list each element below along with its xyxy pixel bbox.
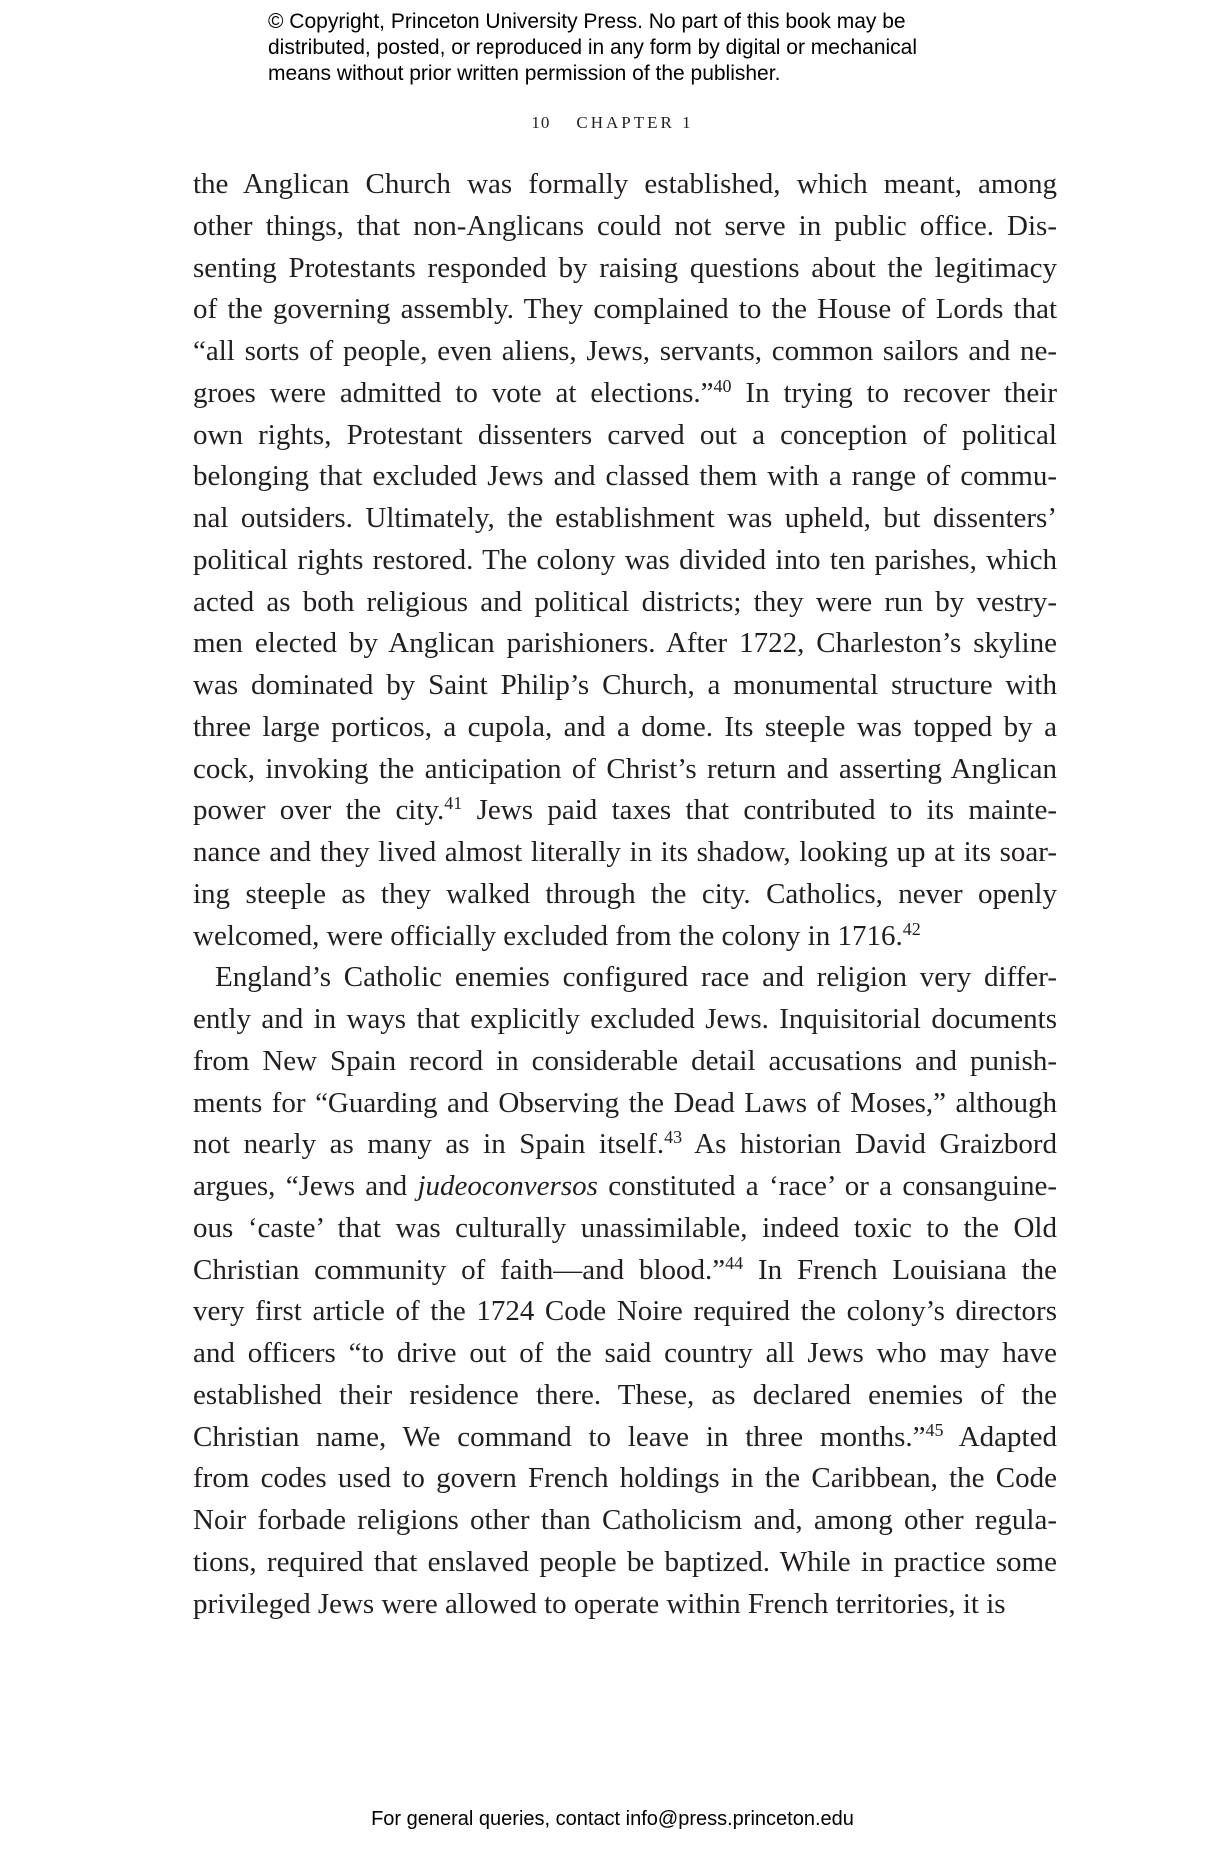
text-segment: Christian community of faith—and blood.” — [193, 1253, 726, 1286]
footnote-reference[interactable]: 40 — [713, 375, 732, 396]
copyright-notice — [268, 9, 988, 87]
text-line: political rights restored. The colony was divided into ten parishes, which — [193, 543, 1057, 576]
footnote-reference[interactable]: 45 — [925, 1419, 944, 1440]
text-segment: argues, “Jews and — [193, 1170, 418, 1202]
text-segment: In French Louisiana the — [743, 1253, 1057, 1286]
text-line — [193, 790, 1057, 832]
text-line: nal outsiders. Ultimately, the establishment was upheld, but dissenters’ — [193, 502, 1057, 534]
text-segment: In trying to recover their — [731, 376, 1057, 409]
text-segment: Christian name, We command to leave in three months.” — [193, 1420, 926, 1453]
text-line: from codes used to govern French holdings in the Caribbean, the Code — [193, 1462, 1057, 1495]
paragraph — [193, 164, 1057, 957]
running-head — [0, 113, 1225, 133]
footnote-reference[interactable]: 41 — [444, 793, 463, 814]
text-line: tions, required that enslaved people be baptized. While in practice some — [193, 1545, 1057, 1578]
text-line: nance and they lived almost literally in its shadow, looking up at its soar- — [193, 836, 1057, 868]
italic-term: judeoconversos — [417, 1170, 598, 1202]
text-line: ments for “Guarding and Observing the Dead Laws of Moses,” although — [193, 1086, 1057, 1119]
text-segment: Jews paid taxes that contributed to its mainte- — [462, 794, 1057, 827]
text-line — [193, 1417, 1057, 1459]
text-line: men elected by Anglican parishioners. After 1722, Charleston’s skyline — [193, 627, 1057, 660]
text-line: England’s Catholic enemies configured race and religion very differ- — [215, 961, 1057, 994]
text-line — [193, 1250, 1057, 1292]
text-segment: power over the city. — [193, 794, 445, 827]
text-line: cock, invoking the anticipation of Christ’s return and asserting Anglican — [193, 752, 1057, 785]
footnote-reference[interactable]: 42 — [902, 918, 921, 939]
text-line: from New Spain record in considerable detail accusations and punish- — [193, 1044, 1057, 1077]
page-number: 10 — [531, 113, 551, 132]
text-line — [193, 373, 1057, 415]
text-line: senting Protestants responded by raising questions about the legitimacy — [193, 251, 1057, 284]
text-line: ing steeple as they walked through the city. Catholics, never openly — [193, 877, 1057, 910]
body-text — [193, 164, 1057, 1625]
text-line: established their residence there. These, as declared enemies of the — [193, 1378, 1057, 1411]
text-segment: welcomed, were officially excluded from the colony in 1716. — [193, 919, 903, 952]
text-segment: not nearly as many as in Spain itself. — [193, 1128, 665, 1161]
text-line: privileged Jews were allowed to operate within French territories, it is — [193, 1587, 1006, 1620]
text-line: ently and in ways that explicitly excluded Jews. Inquisitorial documents — [193, 1003, 1057, 1035]
text-line: other things, that non-Anglicans could not serve in public office. Dis- — [193, 209, 1057, 242]
text-line — [193, 1124, 1057, 1166]
text-line: three large porticos, a cupola, and a dome. Its steeple was topped by a — [193, 710, 1057, 743]
text-line: own rights, Protestant dissenters carved out a conception of political — [193, 418, 1057, 451]
text-line: “all sorts of people, even aliens, Jews, servants, common sailors and ne- — [193, 335, 1057, 367]
text-line: acted as both religious and political districts; they were run by vestry- — [193, 585, 1057, 618]
text-segment: Adapted — [943, 1420, 1057, 1453]
text-line: and officers “to drive out of the said country all Jews who may have — [193, 1337, 1057, 1369]
footer-contact: For general queries, contact info@press.princeton.edu — [371, 1808, 854, 1830]
text-line: ous ‘caste’ that was culturally unassimilable, indeed toxic to the Old — [193, 1211, 1057, 1244]
text-line: was dominated by Saint Philip’s Church, a monumental structure with — [193, 669, 1057, 701]
text-line: very first article of the 1724 Code Noire required the colony’s directors — [193, 1295, 1057, 1328]
footnote-reference[interactable]: 44 — [725, 1252, 744, 1273]
text-line — [193, 916, 1057, 958]
text-line: Noir forbade religions other than Catholicism and, among other regula- — [193, 1504, 1057, 1536]
chapter-label: CHAPTER 1 — [576, 113, 694, 132]
text-line — [193, 1166, 1057, 1208]
text-segment: constituted a ‘race’ or a consanguine- — [597, 1170, 1057, 1202]
text-segment: As historian David Graizbord — [682, 1128, 1058, 1161]
copyright-line: © Copyright, Princeton University Press. No part of this book may be — [268, 10, 906, 33]
text-line: the Anglican Church was formally established, which meant, among — [193, 168, 1057, 200]
copyright-line: means without prior written permission of the publisher. — [268, 62, 781, 85]
footnote-reference[interactable]: 43 — [664, 1127, 683, 1148]
paragraph — [193, 957, 1057, 1625]
text-line: belonging that excluded Jews and classed them with a range of commu- — [193, 460, 1057, 493]
copyright-line: distributed, posted, or reproduced in any form by digital or mechanical — [268, 36, 918, 59]
text-segment: groes were admitted to vote at elections.” — [193, 376, 714, 409]
text-line: of the governing assembly. They complained to the House of Lords that — [193, 293, 1057, 326]
